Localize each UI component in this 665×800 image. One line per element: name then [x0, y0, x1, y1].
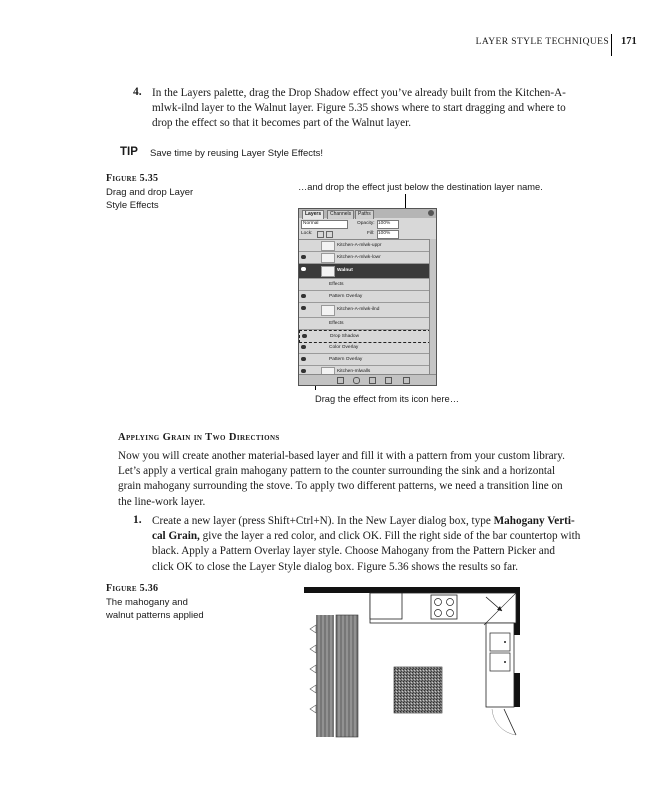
- trash-icon[interactable]: [403, 377, 410, 384]
- layer-name: Kitchen-A-mlwk-uppr: [337, 243, 382, 248]
- layer-thumbnail: [321, 305, 335, 316]
- step-number: 1.: [133, 514, 142, 526]
- layer-name: Walnut: [337, 268, 353, 273]
- tip-label: TIP: [120, 146, 138, 158]
- caption-line: walnut patterns applied: [106, 610, 204, 621]
- page-number: 171: [621, 36, 637, 47]
- callout-bottom: Drag the effect from its icon here…: [315, 394, 459, 404]
- eye-icon[interactable]: [302, 334, 307, 338]
- eye-icon[interactable]: [301, 255, 306, 259]
- palette-tab-bar: [299, 209, 436, 218]
- palette-menu-icon[interactable]: [428, 210, 434, 216]
- section-heading: Applying Grain in Two Directions: [118, 432, 280, 443]
- effect-row[interactable]: [299, 291, 429, 303]
- door-swing-arc: [492, 709, 516, 735]
- text-run-bold: cal Grain,: [152, 530, 200, 543]
- text-line: grain mahogany surrounding the stove. To apply two different patterns, we need a transition line on: [118, 480, 563, 493]
- text-line: Now you will create another material-based layer and fill it with a pattern from your custom library.: [118, 450, 565, 462]
- layers-palette: [298, 208, 437, 386]
- lock-pixels-icon[interactable]: [326, 231, 333, 238]
- text-line: In the Layers palette, drag the Drop Shadow effect you’ve already built from the Kitchen-A-: [152, 87, 566, 99]
- layer-thumbnail: [321, 253, 335, 263]
- mask-icon[interactable]: [369, 377, 376, 384]
- eye-icon[interactable]: [301, 294, 306, 298]
- caption-line: Style Effects: [106, 200, 159, 211]
- text-line: Let’s apply a vertical grain mahogany pattern to the counter surrounding the sink and a horizontal: [118, 465, 556, 478]
- fill-field[interactable]: 100%: [377, 230, 399, 239]
- blend-row: [299, 219, 436, 229]
- figure-label: Figure 5.35: [106, 173, 159, 184]
- effect-name: Color Overlay: [329, 345, 359, 350]
- sink-bowl: [490, 633, 510, 651]
- layer-name: Kitchen-mlwalls: [337, 369, 371, 374]
- eye-icon[interactable]: [301, 267, 306, 271]
- layer-row[interactable]: [299, 252, 429, 264]
- eye-icon[interactable]: [301, 306, 306, 310]
- fill-label: Fill:: [367, 231, 375, 236]
- bar-stools: [310, 625, 316, 713]
- tab-channels[interactable]: Channels: [327, 210, 354, 219]
- layer-row-selected[interactable]: [299, 264, 429, 279]
- step-4-text: [152, 86, 622, 132]
- effects-row[interactable]: [299, 279, 429, 291]
- lock-transparency-icon[interactable]: [317, 231, 324, 238]
- header-divider: [611, 34, 612, 56]
- callout-top: …and drop the effect just below the destination layer name.: [298, 182, 543, 192]
- running-header: [0, 34, 665, 56]
- effects-label: Effects: [329, 321, 344, 326]
- eye-icon[interactable]: [301, 357, 306, 361]
- new-layer-icon[interactable]: [385, 377, 392, 384]
- step-1-text: [152, 514, 622, 575]
- text-line: black. Apply a Pattern Overlay layer style. Choose Mahogany from the Pattern Picker and: [152, 545, 555, 558]
- tab-paths[interactable]: Paths: [355, 210, 374, 219]
- eye-icon[interactable]: [301, 369, 306, 373]
- palette-scrollbar[interactable]: [429, 239, 436, 375]
- lock-row: [299, 229, 436, 240]
- tab-layers[interactable]: Layers: [302, 210, 324, 219]
- text-line: [152, 529, 622, 544]
- text-line: click OK to close the Layer Style dialog box. Figure 5.36 shows the results so far.: [152, 560, 519, 573]
- mahogany-counter: [336, 615, 358, 737]
- add-style-icon[interactable]: [353, 377, 360, 384]
- wall-right-lower: [514, 673, 520, 707]
- caption-line: Drag and drop Layer: [106, 187, 194, 198]
- kitchen-plan-figure: [304, 585, 526, 745]
- layer-name: Kitchen-A-mlwk-lowr: [337, 255, 381, 260]
- text-run-bold: Mahogany Verti-: [493, 515, 575, 527]
- door-line: [504, 709, 516, 735]
- faucet-icon: [504, 661, 506, 663]
- island-granite: [394, 667, 442, 713]
- layer-thumbnail: [321, 266, 335, 277]
- wall-top: [304, 587, 520, 593]
- text-run: give the layer a red color, and click OK. Fill the right side of the bar countertop with: [199, 530, 581, 543]
- opacity-field[interactable]: 100%: [377, 220, 399, 229]
- text-line: mlwk-ilnd layer to the Walnut layer. Figure 5.35 shows where to start dragging and where to: [152, 102, 566, 115]
- text-line: the line-work layer.: [118, 495, 206, 508]
- text-run: Create a new layer (press Shift+Ctrl+N). In the New Layer dialog box, type: [152, 515, 494, 527]
- effect-name: Drop Shadow: [330, 334, 360, 339]
- lock-label: Lock:: [301, 231, 313, 236]
- running-title: LAYER STYLE TECHNIQUES: [475, 37, 609, 47]
- text-line: drop the effect so that it becomes part of the Walnut layer.: [152, 117, 412, 130]
- effect-name: Pattern Overlay: [329, 357, 363, 362]
- faucet-icon: [504, 641, 506, 643]
- refrigerator: [370, 593, 402, 619]
- blend-mode-select[interactable]: Normal: [301, 220, 348, 229]
- figure-caption: [106, 186, 193, 212]
- effects-label: Effects: [329, 282, 344, 287]
- walnut-counter: [316, 615, 334, 737]
- layer-row[interactable]: [299, 303, 429, 318]
- effect-row[interactable]: [299, 342, 429, 354]
- caption-line: The mahogany and: [106, 597, 188, 608]
- text-line: [152, 514, 622, 529]
- section-paragraph: [118, 449, 618, 510]
- step-number: 4.: [133, 86, 142, 98]
- tip-text: Save time by reusing Layer Style Effects!: [150, 148, 324, 159]
- effect-name: Pattern Overlay: [329, 294, 363, 299]
- layer-row[interactable]: [299, 240, 429, 252]
- effects-row[interactable]: [299, 318, 429, 330]
- opacity-label: Opacity:: [357, 221, 375, 226]
- sink-bowl: [490, 653, 510, 671]
- eye-icon[interactable]: [301, 345, 306, 349]
- stove: [431, 595, 457, 619]
- layer-name: Kitchen-A-mlwk-ilnd: [337, 307, 380, 312]
- palette-footer: [299, 374, 436, 385]
- figure-caption: [106, 596, 204, 622]
- link-icon[interactable]: [337, 377, 344, 384]
- layer-thumbnail: [321, 241, 335, 251]
- effect-row[interactable]: [299, 354, 429, 366]
- figure-label: Figure 5.36: [106, 583, 159, 594]
